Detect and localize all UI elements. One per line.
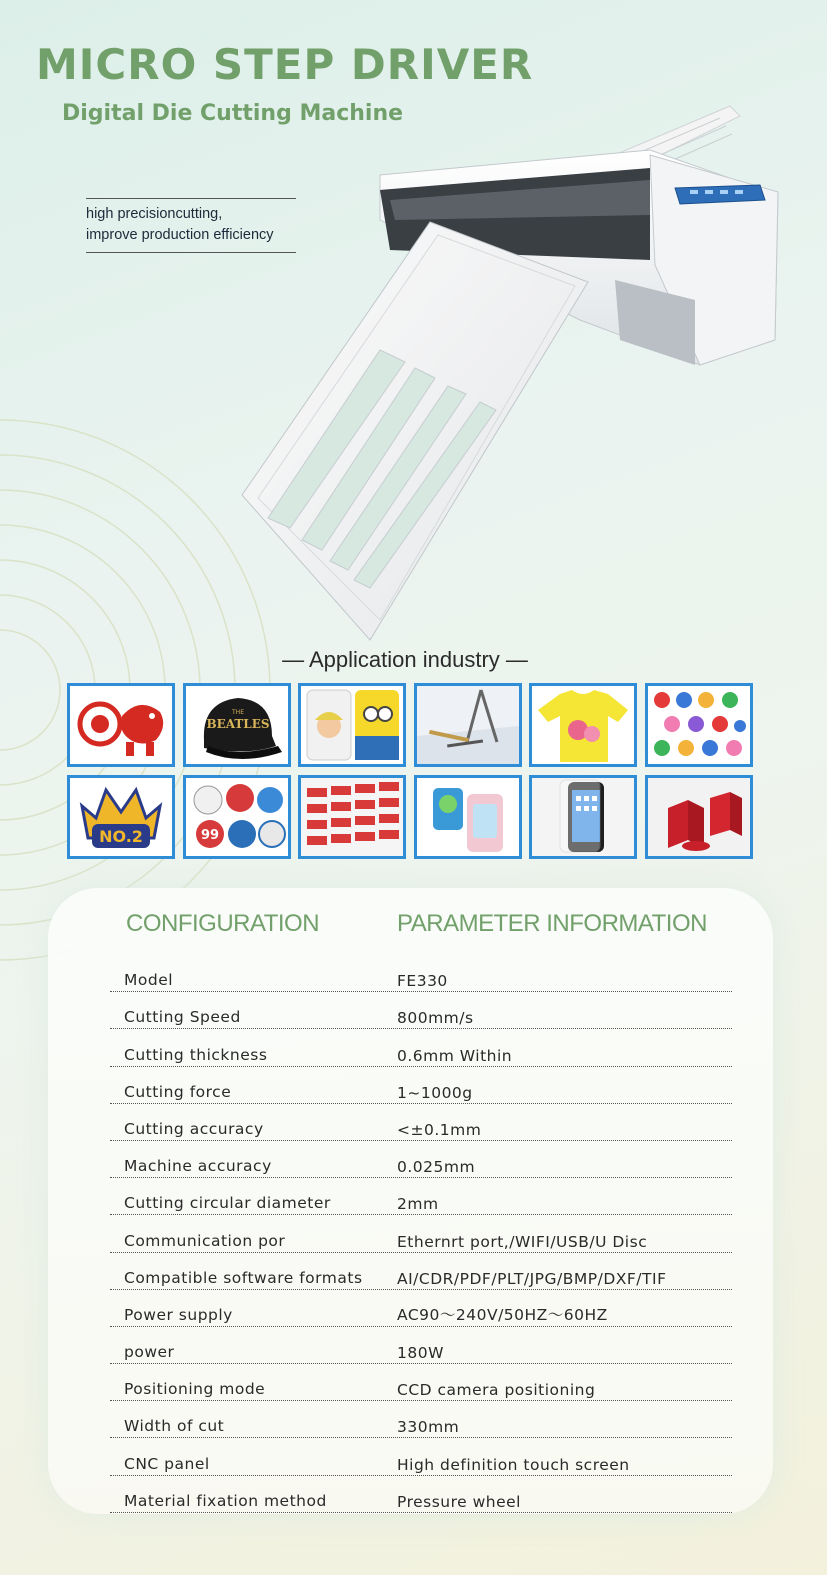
spec-table [110,955,732,1513]
page-title: MICRO STEP DRIVER [36,40,534,89]
label-sheet-icon [298,775,406,859]
card-holders-icon [414,775,522,859]
spec-label: power [124,1343,175,1362]
spec-row [110,1364,732,1401]
application-heading: — Application industry — [282,647,528,672]
spec-value: 1~1000g [397,1083,473,1102]
spec-row [110,1290,732,1327]
spec-label: Cutting Speed [124,1008,241,1027]
phone-cases-icon [298,683,406,767]
spec-row [110,1476,732,1513]
spec-label: Cutting force [124,1082,232,1101]
application-gallery [67,683,753,859]
spec-row [110,1401,732,1438]
svg-text:THE: THE [231,709,244,716]
spec-label: Power supply [124,1305,233,1324]
paper-boxes-icon [645,775,753,859]
spec-row [110,1327,732,1364]
spec-row [110,1438,732,1475]
tagline-line-1: high precisioncutting, [86,206,223,222]
svg-text:NO.2: NO.2 [99,827,143,846]
baseball-cap-icon [183,683,291,767]
spec-value: <±0.1mm [397,1120,482,1139]
crown-badge-icon [67,775,175,859]
svg-text:99: 99 [200,828,219,843]
drafting-tools-icon [414,683,522,767]
spec-label: Model [124,971,174,990]
spec-value: 0.6mm Within [397,1046,513,1065]
spec-label: Width of cut [124,1417,225,1436]
spec-value: Pressure wheel [397,1492,521,1511]
paper-cut-art-icon [67,683,175,767]
spec-label: Machine accuracy [124,1157,272,1176]
tshirt-icon [529,683,637,767]
spec-label: CNC panel [124,1454,210,1473]
die-cutting-machine-image [230,100,800,645]
spec-row [110,1141,732,1178]
screen-protector-icon [529,775,637,859]
spec-value: AC90～240V/50HZ～60HZ [397,1305,608,1324]
spec-label: Communication por [124,1231,286,1250]
spec-value: 330mm [397,1418,460,1437]
spec-value: 0.025mm [397,1158,476,1177]
label-stickers-icon [183,775,291,859]
spec-value: CCD camera positioning [397,1381,596,1400]
spec-row [110,955,732,992]
spec-value: AI/CDR/PDF/PLT/JPG/BMP/DXF/TIF [397,1269,667,1288]
spec-row [110,1029,732,1066]
parameter-header: PARAMETER INFORMATION [397,910,707,937]
spec-label: Material fixation method [124,1491,327,1510]
spec-label: Cutting circular diameter [124,1194,331,1213]
page-subtitle: Digital Die Cutting Machine [62,101,404,126]
spec-value: 800mm/s [397,1009,474,1028]
spec-row [110,1178,732,1215]
cartoon-stickers-icon [645,683,753,767]
spec-row [110,1104,732,1141]
spec-value: Ethernrt port,/WIFI/USB/U Disc [397,1232,648,1251]
spec-label: Positioning mode [124,1380,266,1399]
spec-row [110,1215,732,1252]
spec-row [110,1253,732,1290]
spec-value: 180W [397,1344,444,1363]
spec-label: Cutting thickness [124,1045,268,1064]
spec-row [110,1067,732,1104]
spec-value: 2mm [397,1195,439,1214]
spec-value: FE330 [397,972,448,991]
spec-label: Compatible software formats [124,1268,363,1287]
tagline-line-2: improve production efficiency [86,227,274,243]
configuration-header: CONFIGURATION [126,910,320,937]
spec-row [110,992,732,1029]
spec-label: Cutting accuracy [124,1119,264,1138]
svg-text:BEATLES: BEATLES [206,717,270,731]
spec-value: High definition touch screen [397,1455,630,1474]
